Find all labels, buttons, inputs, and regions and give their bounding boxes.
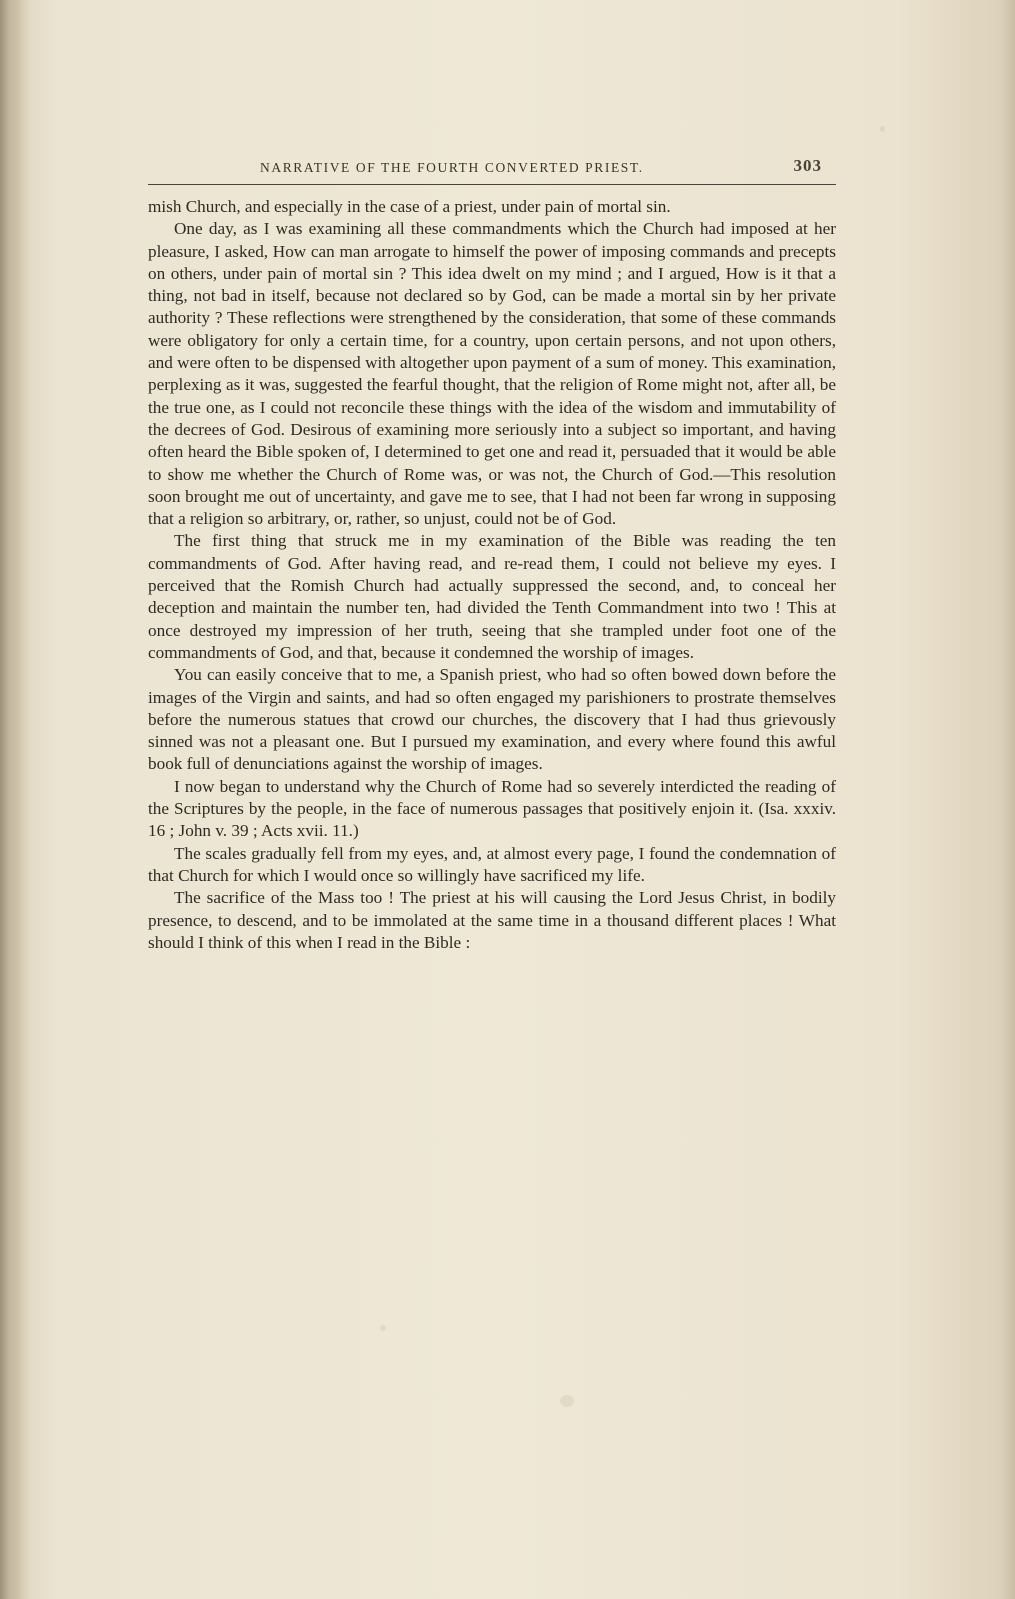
paper-stain xyxy=(560,1395,574,1407)
paragraph: You can easily conceive that to me, a Spanish priest, who had so often bowed down before the images of the Virgin and saints, and had so often engaged my parishioners to prostrate themselves before the numerous statues that crowd our churches, the discovery that I had thus grievously sinned was not a pleasant one. But I pursued my examination, and every where found this awful book full of denunciations against the worship of images. xyxy=(148,665,836,774)
page-header xyxy=(148,152,836,186)
header-rule xyxy=(148,184,836,185)
paragraph: I now began to understand why the Church of Rome had so severely interdicted the reading of the Scriptures by the people, in the face of numerous passages that positively enjoin it. (Isa. xxxiv. 16 ; John v. 39 ; Acts xvii. 11.) xyxy=(148,776,836,841)
paragraph: The scales gradually fell from my eyes, and, at almost every page, I found the condemnation of that Church for which I would once so willingly have sacrificed my life. xyxy=(148,843,836,885)
paragraph: The first thing that struck me in my examination of the Bible was reading the ten commandments of God. After having read, and re-read them, I could not believe my eyes. I perceived that the Romish Church had actually suppressed the second, and, to conceal her deception and maintain the number ten, had divided the Tenth Commandment into two ! This at once destroyed my impression of her truth, seeing that she trampled under foot one of the commandments of God, and that, because it condemned the worship of images. xyxy=(148,531,836,662)
page-number: 303 xyxy=(793,156,822,175)
paper-stain xyxy=(380,1325,386,1331)
paragraph: One day, as I was examining all these commandments which the Church had imposed at her pleasure, I asked, How can man arrogate to himself the power of imposing commands and precepts on others, under pain of mortal sin ? This idea dwelt on my mind ; and I argued, How is it that a thing, not bad in itself, because not declared so by God, can be made a mortal sin by her private authority ? These reflections were strengthened by the consideration, that some of these commands were obligatory for only a certain time, for a country, upon certain persons, and not upon others, and were often to be dispensed with altogether upon payment of a sum of money. This examination, perplexing as it was, suggested the fearful thought, that the religion of Rome might not, after all, be the true one, as I could not reconcile these things with the idea of the wisdom and immutability of the decrees of God. Desirous of examining more seriously into a subject so important, and having often heard the Bible spoken of, I determined to get one and read it, persuaded that it would be able to show me whether the Church of Rome was, or was not, the Church of God.—This resolution soon brought me out of uncertainty, and gave me to see, that I had not been far wrong in supposing that a religion so arbitrary, or, rather, so unjust, could not be of God. xyxy=(148,219,836,529)
page-gutter-shadow xyxy=(0,0,30,1599)
body-text xyxy=(148,196,836,954)
paragraph: The sacrifice of the Mass too ! The priest at his will causing the Lord Jesus Christ, in bodily presence, to descend, and to be immolated at the same time in a thousand different places ! What should I think of this when I read in the Bible : xyxy=(148,888,836,952)
paragraph: mish Church, and especially in the case of a priest, under pain of mortal sin. xyxy=(148,197,671,216)
paper-stain xyxy=(880,126,885,132)
running-title: NARRATIVE OF THE FOURTH CONVERTED PRIEST. xyxy=(260,160,644,175)
